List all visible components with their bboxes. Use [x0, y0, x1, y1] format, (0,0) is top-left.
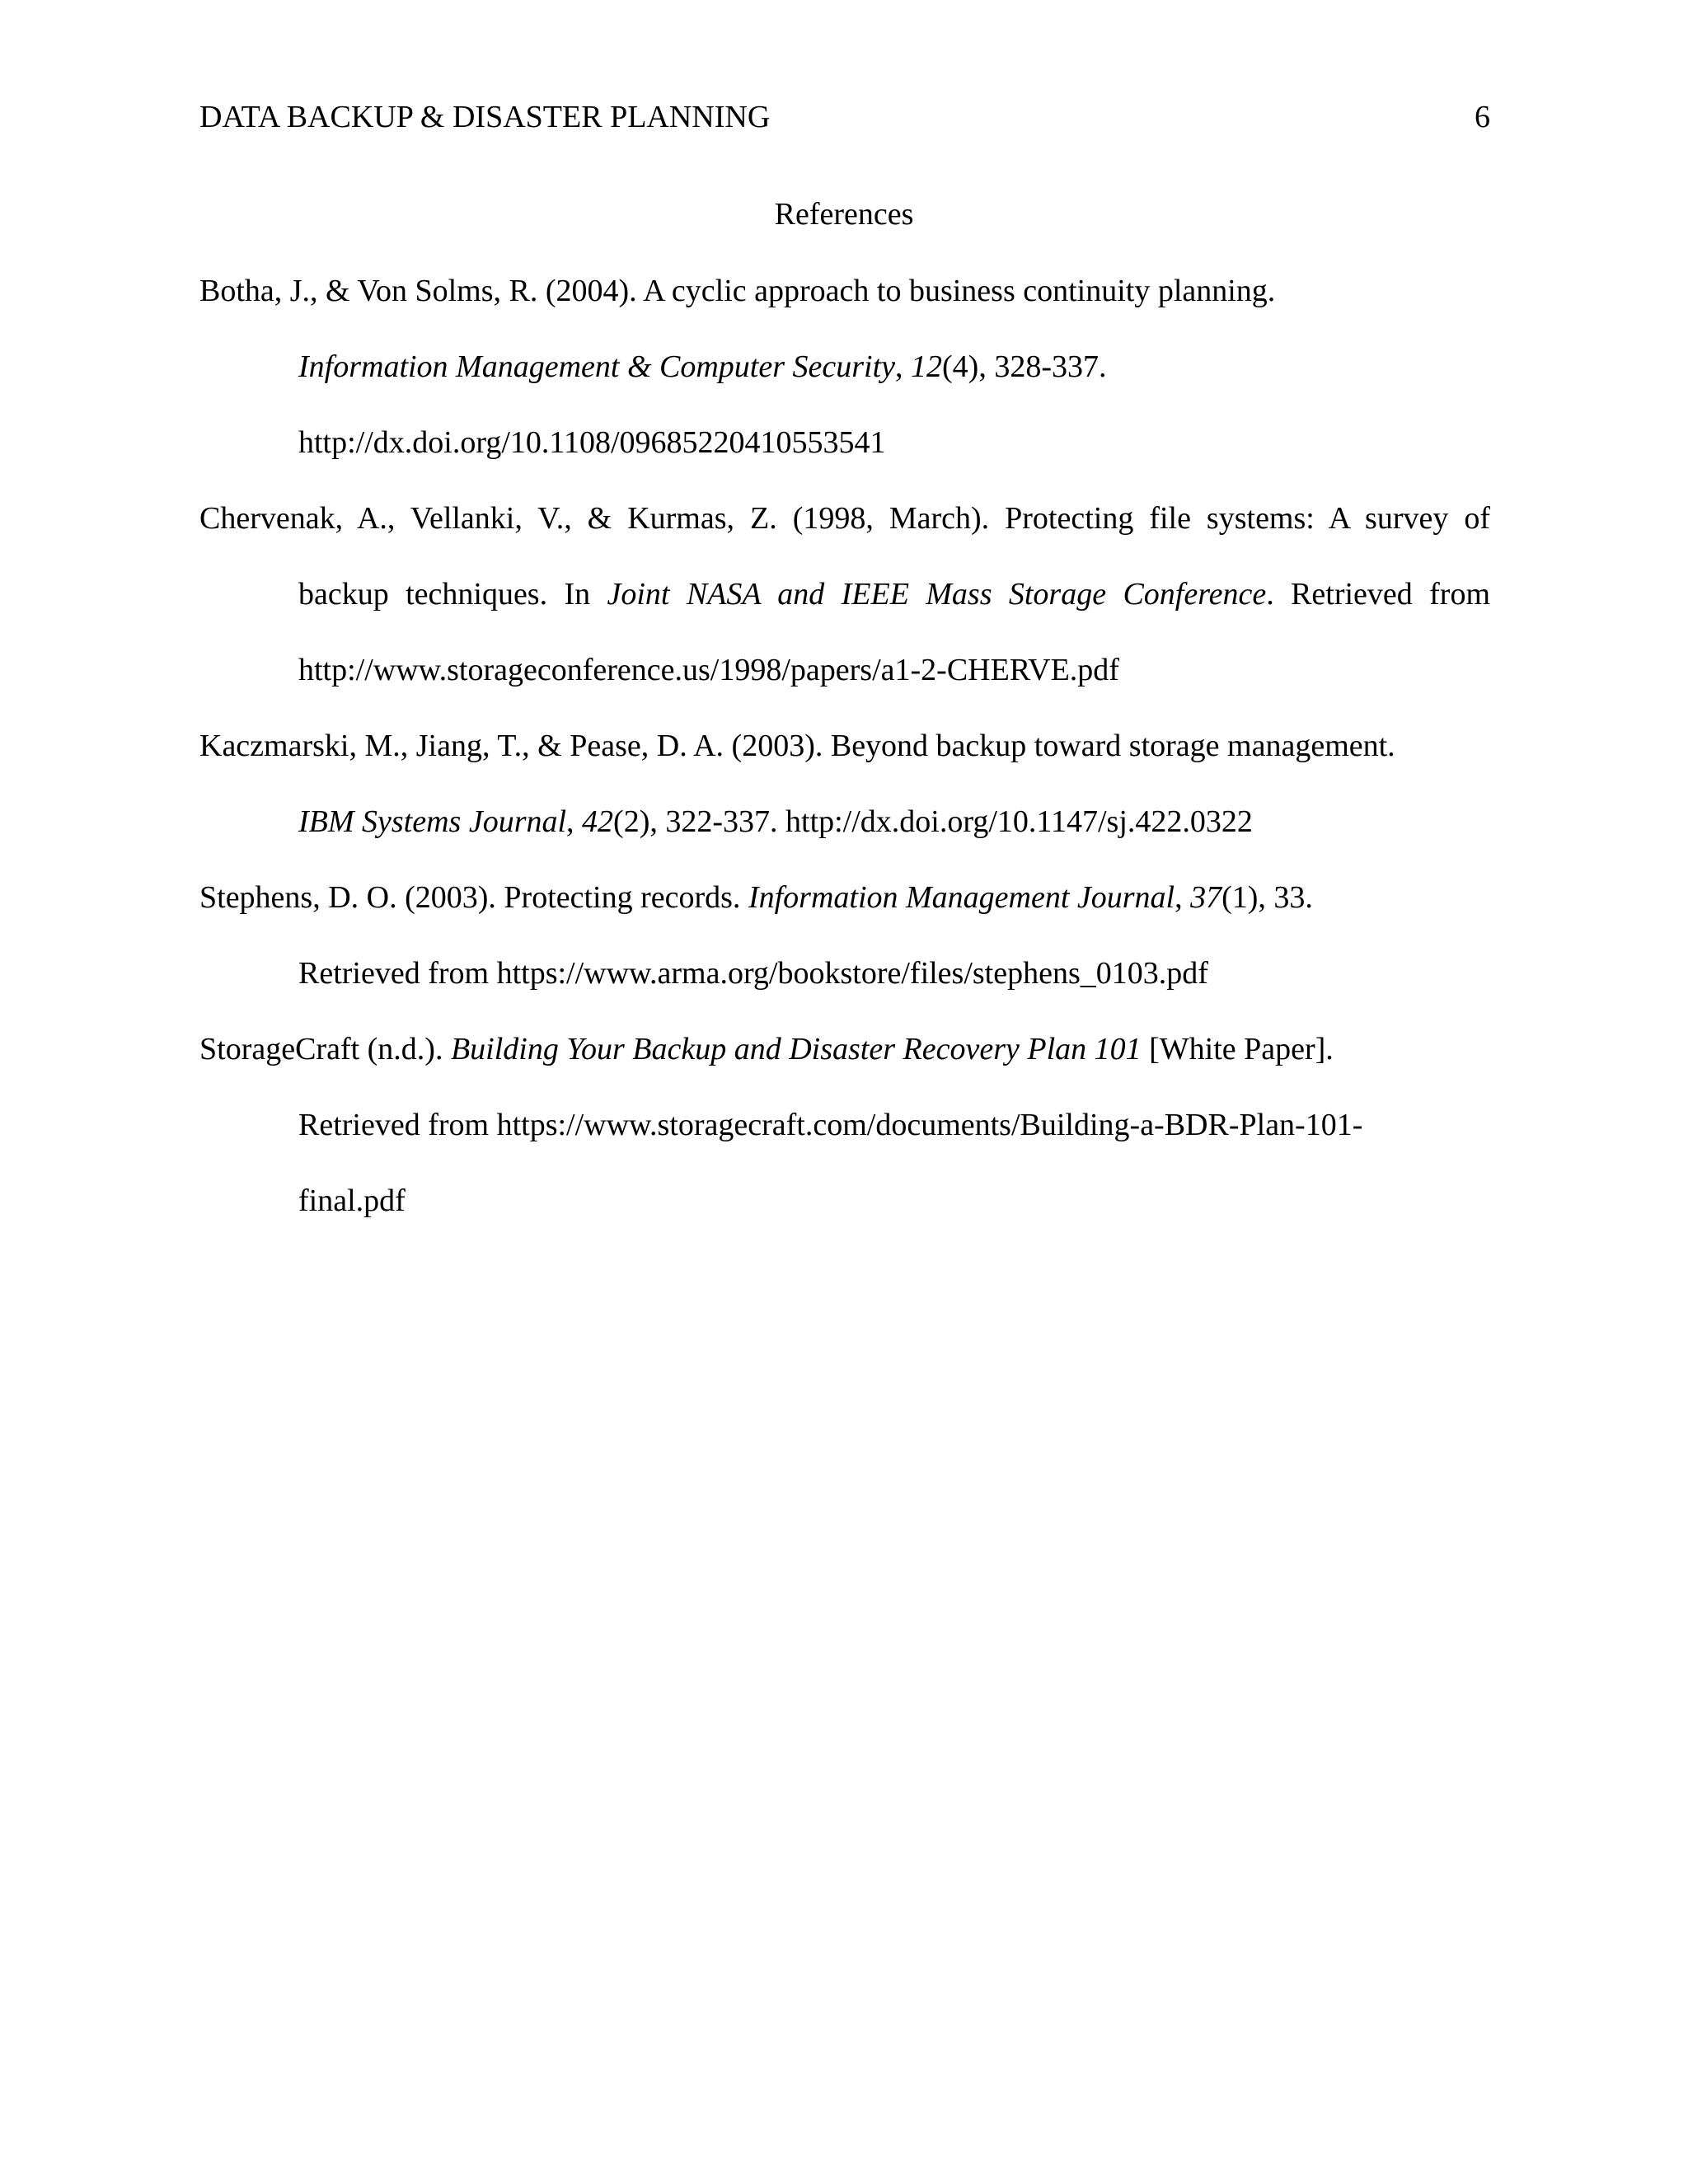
- reference-text: Botha, J., & Von Solms, R. (2004). A cyclic approach to business continuity planning.: [199, 274, 1276, 308]
- reference-entry-botha: [199, 271, 1490, 499]
- reference-entry-storagecraft: [199, 1029, 1490, 1257]
- reference-text: Retrieved from https://www.arma.org/bookstore/files/stephens_0103.pdf: [298, 956, 1208, 991]
- paper-title: Building Your Backup and Disaster Recovery Plan 101: [450, 1032, 1142, 1066]
- reference-text: backup techniques. In: [298, 577, 607, 612]
- reference-text: StorageCraft (n.d.).: [199, 1032, 451, 1066]
- page-number: 6: [1475, 100, 1490, 134]
- reference-text: ,: [895, 349, 912, 384]
- reference-line: [199, 499, 1490, 574]
- reference-line: [199, 650, 1490, 726]
- reference-line: [199, 1105, 1490, 1181]
- reference-line: [199, 802, 1490, 878]
- reference-line: [199, 574, 1490, 650]
- reference-text: [White Paper].: [1141, 1032, 1334, 1066]
- reference-line: [199, 423, 1490, 499]
- volume-number: 12: [911, 349, 943, 384]
- journal-title: Information Management & Computer Security: [298, 349, 896, 384]
- volume-number: 37: [1190, 880, 1222, 915]
- reference-line: [199, 1029, 1490, 1105]
- conference-title: Joint NASA and IEEE Mass Storage Conference: [607, 577, 1267, 612]
- reference-line: [199, 271, 1490, 347]
- reference-line: [199, 1181, 1490, 1257]
- journal-title: Information Management Journal: [748, 880, 1175, 915]
- reference-line: [199, 347, 1490, 423]
- reference-list: [199, 271, 1490, 1257]
- reference-line: [199, 878, 1490, 954]
- reference-entry-stephens: [199, 878, 1490, 1029]
- reference-url: http://www.storageconference.us/1998/papers/a1-2-CHERVE.pdf: [298, 653, 1119, 687]
- reference-text: Retrieved from https://www.storagecraft.com/documents/Building-a-BDR-Plan-101-: [298, 1108, 1363, 1142]
- references-heading: References: [774, 197, 914, 232]
- reference-text: ,: [1175, 880, 1191, 915]
- reference-text: ,: [566, 804, 583, 839]
- reference-entry-chervenak: [199, 499, 1490, 726]
- reference-text: Chervenak, A., Vellanki, V., & Kurmas, Z. (1998, March). Protecting file systems: A survey of: [199, 501, 1490, 536]
- reference-text: (4), 328-337.: [942, 349, 1107, 384]
- reference-line: [199, 954, 1490, 1029]
- reference-url: final.pdf: [298, 1183, 406, 1218]
- reference-text: . Retrieved from: [1266, 577, 1490, 612]
- reference-text: Kaczmarski, M., Jiang, T., & Pease, D. A. (2003). Beyond backup toward storage management.: [199, 729, 1395, 763]
- reference-url: http://dx.doi.org/10.1108/09685220410553541: [298, 425, 886, 460]
- reference-text: (2), 322-337. http://dx.doi.org/10.1147/sj.422.0322: [613, 804, 1253, 839]
- reference-text: (1), 33.: [1221, 880, 1313, 915]
- reference-text: Stephens, D. O. (2003). Protecting records.: [199, 880, 748, 915]
- volume-number: 42: [582, 804, 614, 839]
- reference-entry-kaczmarski: [199, 726, 1490, 878]
- running-head: DATA BACKUP & DISASTER PLANNING: [199, 100, 771, 134]
- reference-line: [199, 726, 1490, 802]
- journal-title: IBM Systems Journal: [298, 804, 567, 839]
